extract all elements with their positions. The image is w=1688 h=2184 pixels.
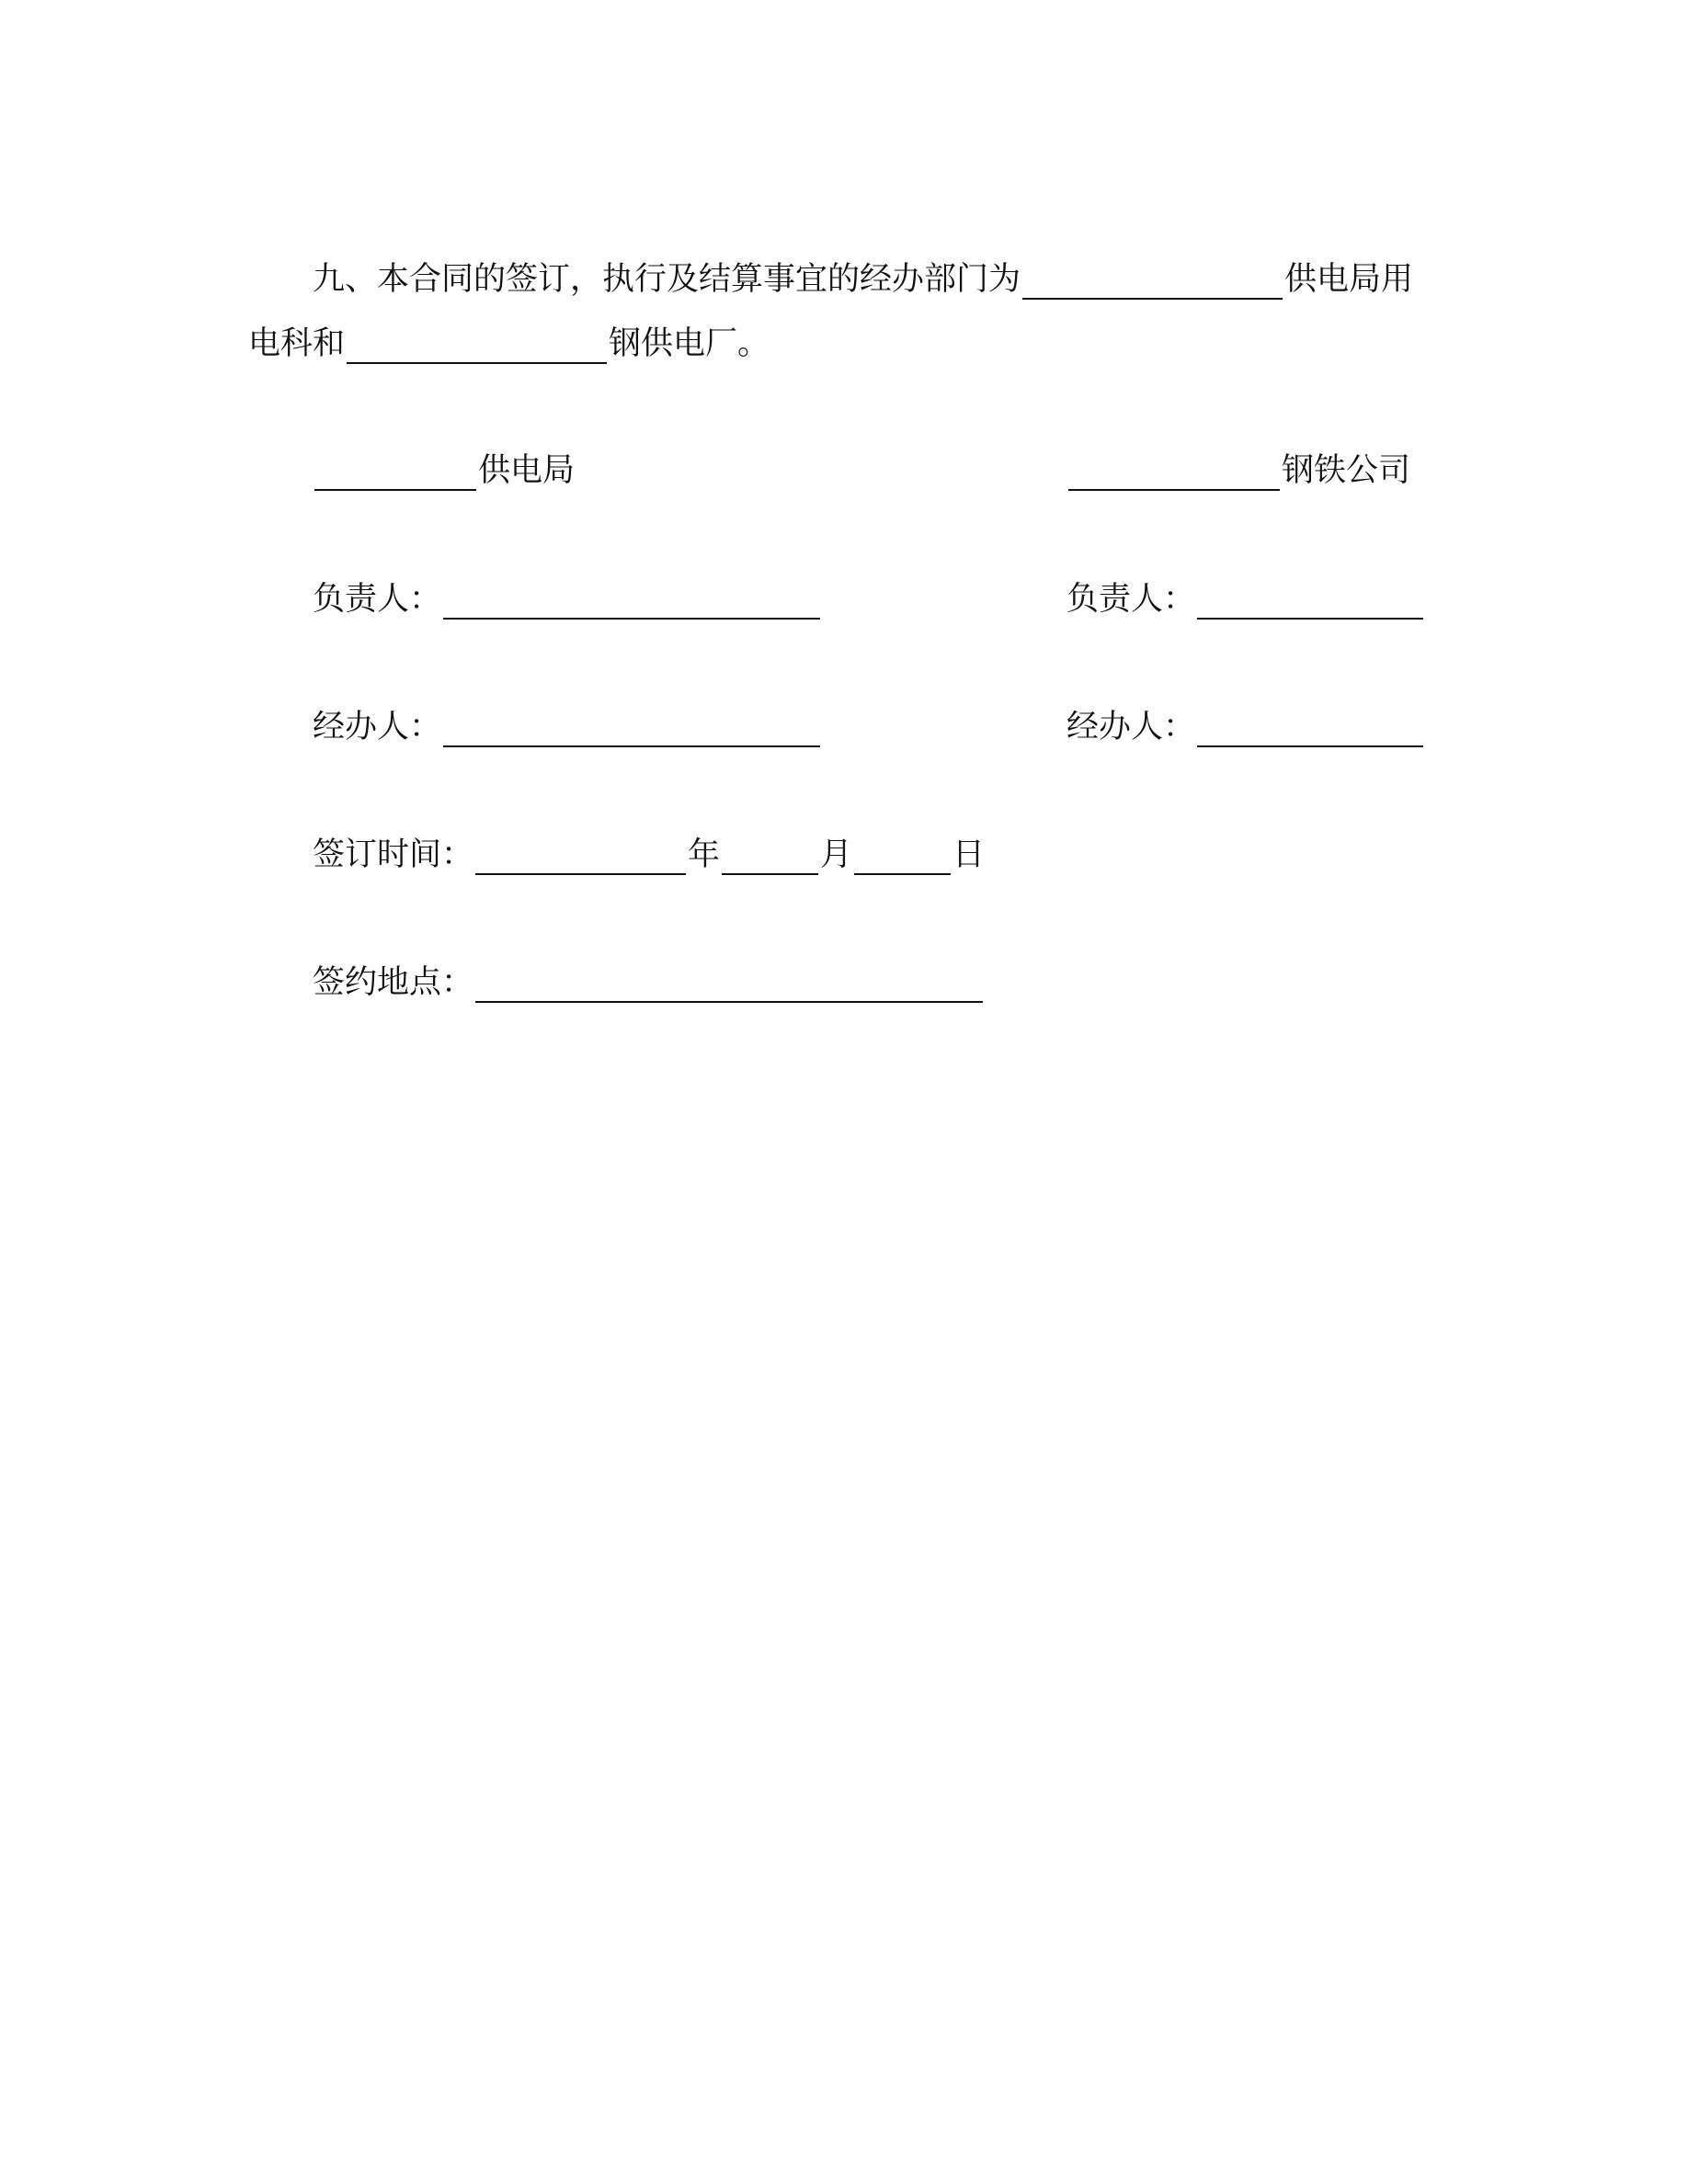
steel-plant-department-blank[interactable] xyxy=(347,333,607,364)
right-party-name-blank[interactable] xyxy=(1068,460,1280,491)
signing-place-line xyxy=(313,962,985,1003)
clause-nine-text-end: 供电局用 xyxy=(1284,261,1414,298)
left-responsible-line xyxy=(313,579,822,620)
clause-nine-line2-end: 钢供电厂。 xyxy=(609,325,770,362)
left-handler-line xyxy=(313,707,822,747)
left-handler-label: 经办人： xyxy=(313,709,442,745)
right-handler-label: 经办人： xyxy=(1066,709,1196,745)
signing-time-label: 签订时间： xyxy=(313,836,474,873)
clause-nine-text-start: 九、本合同的签订，执行及结算事宜的经办部门为 xyxy=(313,261,1021,298)
day-label: 日 xyxy=(952,836,986,873)
right-handler-blank[interactable] xyxy=(1197,716,1423,747)
left-responsible-label: 负责人： xyxy=(313,581,442,618)
right-responsible-label: 负责人： xyxy=(1066,581,1196,618)
power-bureau-department-blank[interactable] xyxy=(1022,268,1283,300)
year-label: 年 xyxy=(688,836,721,873)
left-party-line xyxy=(313,450,575,491)
signing-place-blank[interactable] xyxy=(475,972,983,1003)
left-party-name: 供电局 xyxy=(478,452,576,489)
left-handler-blank[interactable] xyxy=(443,716,820,747)
right-responsible-blank[interactable] xyxy=(1197,588,1423,620)
month-label: 月 xyxy=(820,836,853,873)
signing-place-label: 签约地点： xyxy=(313,964,474,1001)
right-party-name: 钢铁公司 xyxy=(1282,452,1411,489)
right-handler-line xyxy=(1066,707,1425,747)
signing-year-blank[interactable] xyxy=(475,844,686,875)
signing-time-line xyxy=(313,835,985,875)
left-responsible-blank[interactable] xyxy=(443,588,820,620)
clause-nine-line-2 xyxy=(248,324,770,364)
right-party-line xyxy=(1066,450,1410,491)
clause-nine-line2-start: 电科和 xyxy=(248,325,346,362)
right-responsible-line xyxy=(1066,579,1425,620)
clause-nine-line-1 xyxy=(313,259,1413,300)
left-party-name-blank[interactable] xyxy=(314,460,476,491)
signing-day-blank[interactable] xyxy=(854,844,951,875)
signing-month-blank[interactable] xyxy=(722,844,818,875)
